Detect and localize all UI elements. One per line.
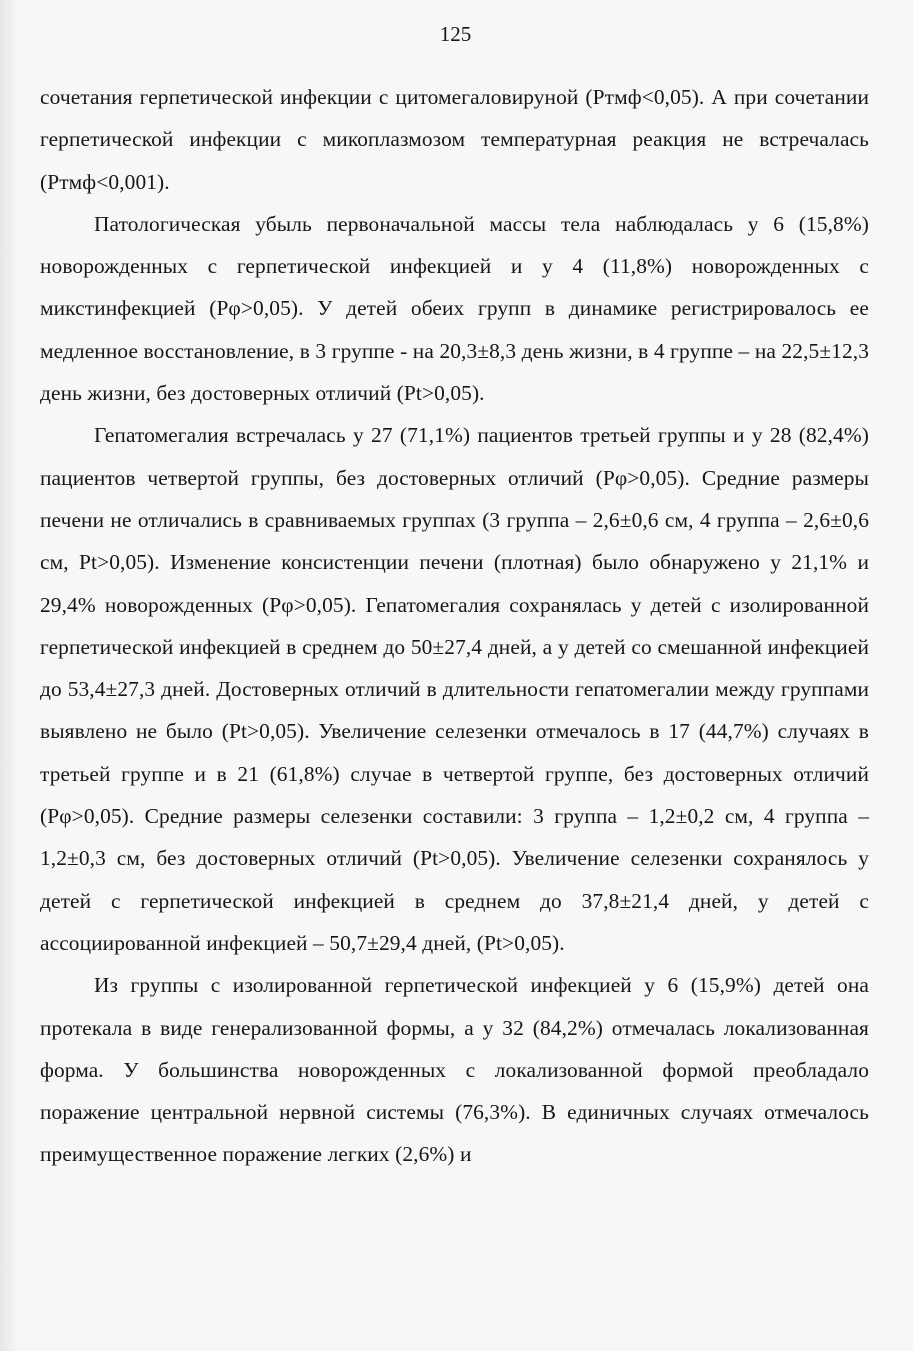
paragraph-hepatomegaly: Гепатомегалия встречалась у 27 (71,1%) пациентов третьей группы и у 28 (82,4%) пациентов четвертой группы, без достоверных отличий (Рφ>0,05). Средние размеры печени не отличались в сравниваемых группах (3 группа – 2,6±0,6 см, 4 группа – 2,6±0,6 см, Pt>0,05). Изменение консистенции печени (плотная) было обнаружено у 21,1% и 29,4% новорожденных (Рφ>0,05). Гепатомегалия сохранялась у детей с изолированной герпетической инфекцией в среднем до 50±27,4 дней, а у детей со смешанной инфекцией до 53,4±27,3 дней. Достоверных отличий в длительности гепатомегалии между группами выявлено не было (Pt>0,05). Увеличение селезенки отмечалось в 17 (44,7%) случаях в третьей группе и в 21 (61,8%) случае в четвертой группе, без достоверных отличий (Рφ>0,05). Средние размеры селезенки составили: 3 группа – 1,2±0,2 см, 4 группа – 1,2±0,3 см, без достоверных отличий (Pt>0,05). Увеличение селезенки сохранялось у детей с герпетической инфекцией в среднем до 37,8±21,4 дней, у детей с ассоциированной инфекцией – 50,7±29,4 дней, (Pt>0,05). [40,423,869,955]
paragraph-body-mass: Патологическая убыль первоначальной массы тела наблюдалась у 6 (15,8%) новорожденных с герпетической инфекцией и у 4 (11,8%) новорожденных с микстинфекцией (Рφ>0,05). У детей обеих групп в динамике регистрировалось ее медленное восстановление, в 3 группе - на 20,3±8,3 день жизни, в 4 группе – на 22,5±12,3 день жизни, без достоверных отличий (Pt>0,05). [40,211,869,406]
paragraph-continuation: сочетания герпетической инфекции с цитомегаловируной (Ртмф<0,05). А при сочетании герпетической инфекции с микоплазмозом температурная реакция не встречалась (Ртмф<0,001). [40,85,869,194]
page-number: 125 [439,22,472,46]
paragraph-infection-forms: Из группы с изолированной герпетической инфекцией у 6 (15,9%) детей она протекала в виде генерализованной формы, а у 32 (84,2%) отмечалась локализованная форма. У большинства новорожденных с локализованной формой преобладало поражение центральной нервной системы (76,3%). В единичных случаях отмечалось преимущественное поражение легких (2,6%) и [40,973,869,1167]
